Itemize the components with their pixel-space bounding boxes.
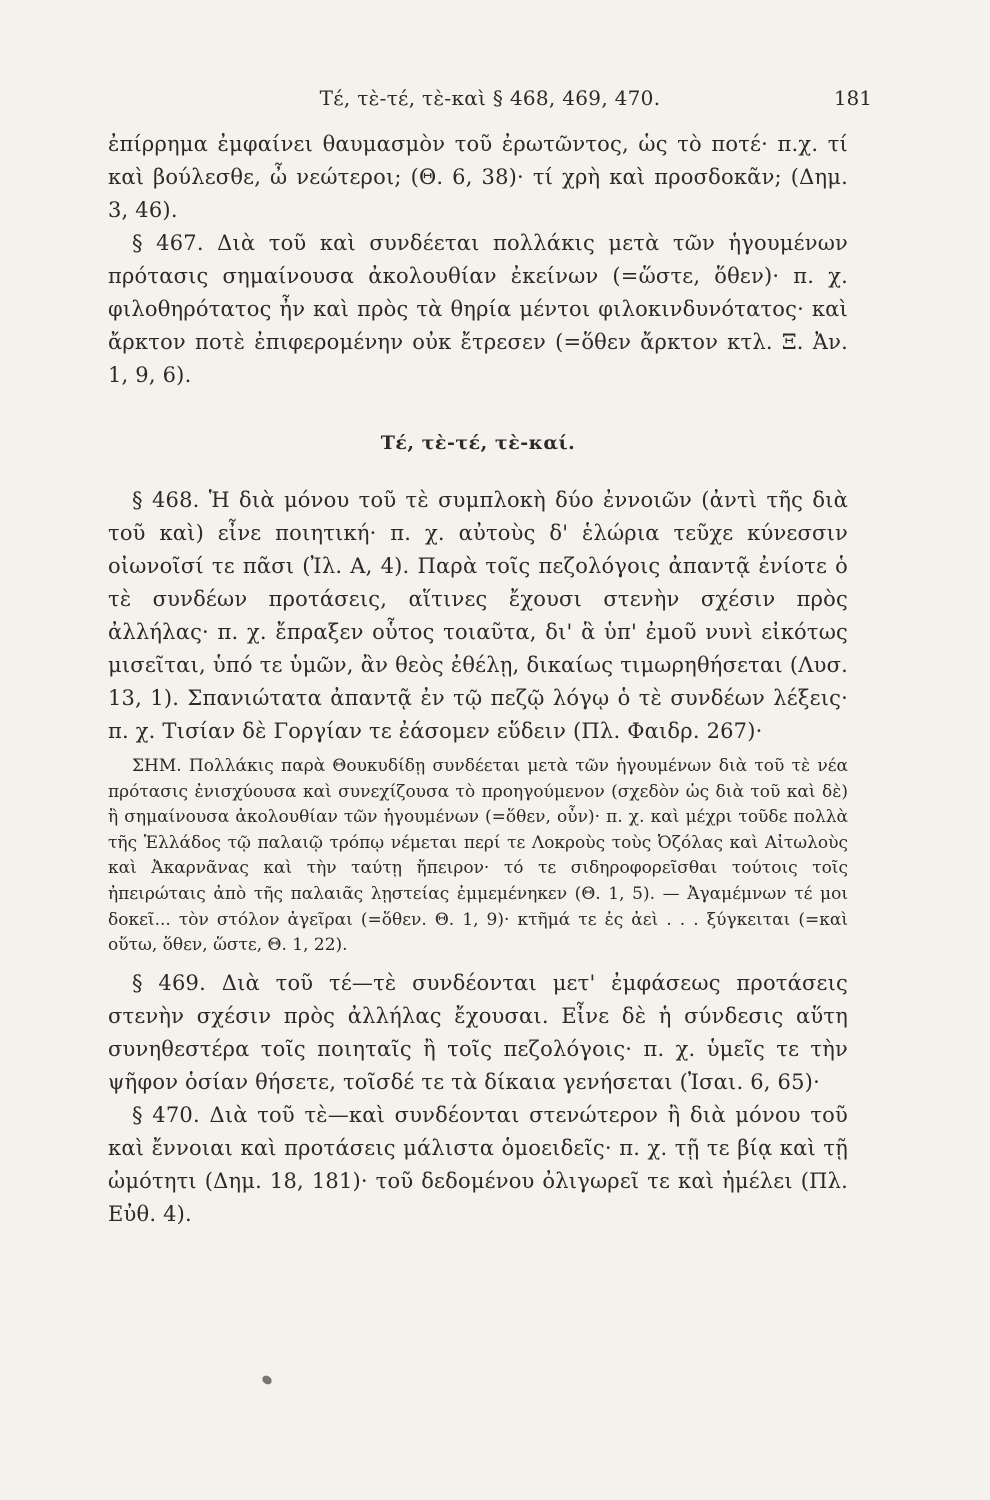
paragraph-469: § 469. Διὰ τοῦ τέ—τὲ συνδέονται μετ' ἐμφάσεως προτάσεις στενὴν σχέσιν πρὸς ἀλλήλας ἔχουσαι. Εἶνε δὲ ἡ σύνδεσις αὕτη συνηθεστέρα τοῖς ποιηταῖς ἢ τοῖς πεζολόγοις· π. χ. ὑμεῖς τε τὴν ψῆφον ὁσίαν θήσετε, τοῖσδέ τε τὰ δίκαια γενήσεται (Ἰσαι. 6, 65)· xyxy=(108,970,848,1094)
page-number: 181 xyxy=(833,86,872,110)
paragraph-470: § 470. Διὰ τοῦ τὲ—καὶ συνδέονται στενώτερον ἢ διὰ μόνου τοῦ καὶ ἔννοιαι καὶ προτάσεις μάλιστα ὁμοειδεῖς· π. χ. τῇ τε βίᾳ καὶ τῇ ὠμότητι (Δημ. 18, 181)· τοῦ δεδομένου ὀλιγωρεῖ τε καὶ ἠμέλει (Πλ. Εὐθ. 4). xyxy=(108,1102,848,1226)
page-body xyxy=(108,128,848,1231)
running-head: Τέ, τὲ-τέ, τὲ-καὶ § 468, 469, 470. xyxy=(319,86,661,110)
paragraph-continuation: ἐπίρρημα ἐμφαίνει θαυμασμὸν τοῦ ἐρωτῶντος, ὡς τὸ ποτέ· π.χ. τί καὶ βούλεσθε, ὦ νεώτεροι; (Θ. 6, 38)· τί χρὴ καὶ προσδοκᾶν; (Δημ. 3, 46). xyxy=(108,132,848,222)
ink-smudge xyxy=(261,1374,274,1386)
paragraph-467: § 467. Διὰ τοῦ καὶ συνδέεται πολλάκις μετὰ τῶν ἡγουμένων πρότασις σημαίνουσα ἀκολουθίαν ἐκείνων (=ὥστε, ὅθεν)· π. χ. φιλοθηρότατος ἦν καὶ πρὸς τὰ θηρία μέντοι φιλοκινδυνότατος· καὶ ἄρκτον ποτὲ ἐπιφερομένην οὐκ ἔτρεσεν (=ὅθεν ἄρκτον κτλ. Ξ. Ἀν. 1, 9, 6). xyxy=(108,231,848,387)
section-heading: Τέ, τὲ-τέ, τὲ-καί. xyxy=(380,432,576,454)
paragraph-468: § 468. Ἡ διὰ μόνου τοῦ τὲ συμπλοκὴ δύο ἐννοιῶν (ἀντὶ τῆς διὰ τοῦ καὶ) εἶνε ποιητική· π. χ. αὐτοὺς δ' ἑλώρια τεῦχε κύνεσσιν οἰωνοῖσί τε πᾶσι (Ἰλ. Α, 4). Παρὰ τοῖς πεζολόγοις ἀπαντᾷ ἐνίοτε ὁ τὲ συνδέων προτάσεις, αἵτινες ἔχουσι στενὴν σχέσιν πρὸς ἀλλήλας· π. χ. ἔπραξεν οὗτος τοιαῦτα, δι' ἃ ὑπ' ἐμοῦ νυνὶ εἰκότως μισεῖται, ὑπό τε ὑμῶν, ἂν θεὸς ἐθέλῃ, δικαίως τιμωρηθήσεται (Λυσ. 13, 1). Σπανιώτατα ἀπαντᾷ ἐν τῷ πεζῷ λόγῳ ὁ τὲ συνδέων λέξεις· π. χ. Τισίαν δὲ Γοργίαν τε ἐάσομεν εὕδειν (Πλ. Φαιδρ. 267)· xyxy=(108,488,848,743)
footnote-sem: ΣΗΜ. Πολλάκις παρὰ Θουκυδίδῃ συνδέεται μετὰ τῶν ἡγουμένων διὰ τοῦ τὲ νέα πρότασις ἐνισχύουσα καὶ συνεχίζουσα τὸ προηγούμενον (σχεδὸν ὡς διὰ τοῦ καὶ δὲ) ἢ σημαίνουσα ἀκολουθίαν τῶν ἡγουμένων (=ὅθεν, οὖν)· π. χ. καὶ μέχρι τοῦδε πολλὰ τῆς Ἑλλάδος τῷ παλαιῷ τρόπῳ νέμεται περί τε Λοκροὺς τοὺς Ὀζόλας καὶ Αἰτωλοὺς καὶ Ἀκαρνᾶνας καὶ τὴν ταύτῃ ἤπειρον· τό τε σιδηροφορεῖσθαι τούτοις τοῖς ἠπειρώταις ἀπὸ τῆς παλαιᾶς λῃστείας ἐμμεμένηκεν (Θ. 1, 5). — Ἀγαμέμνων τέ μοι δοκεῖ... τὸν στόλον ἀγεῖραι (=ὅθεν. Θ. 1, 9)· κτῆμά τε ἐς ἀεὶ . . . ξύγκειται (=καὶ οὕτω, ὅθεν, ὥστε, Θ. 1, 22). xyxy=(108,756,848,956)
